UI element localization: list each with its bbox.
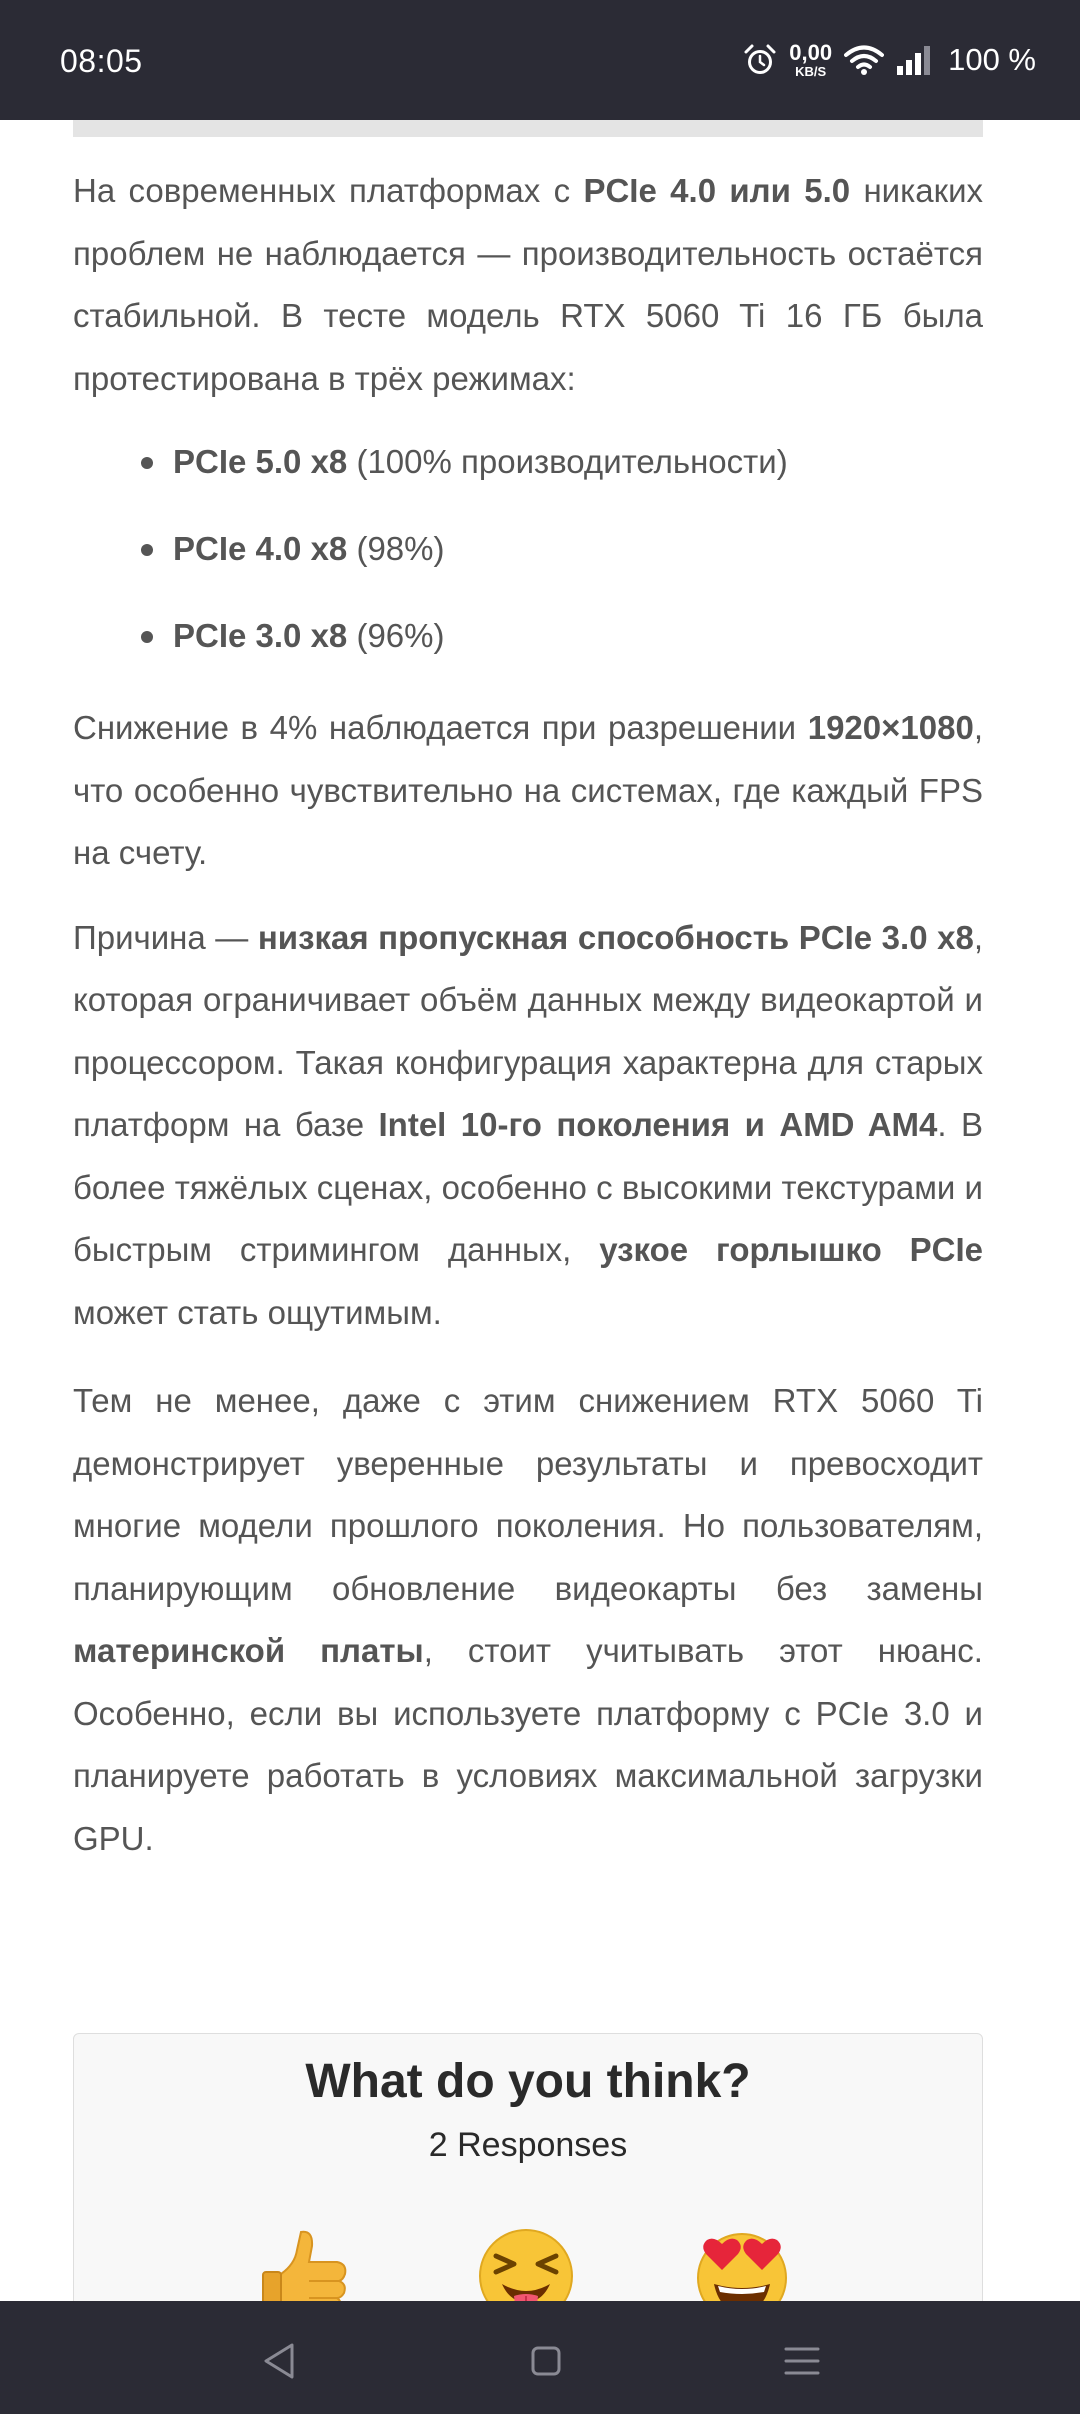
- list-item: PCIe 5.0 x8 (100% производительности): [73, 436, 983, 488]
- list-item: PCIe 3.0 x8 (96%): [73, 610, 983, 662]
- heart-eyes-icon[interactable]: [692, 2226, 792, 2301]
- status-icons: [743, 38, 1036, 82]
- divider: [73, 120, 983, 137]
- page-content[interactable]: [0, 120, 1080, 2301]
- battery-level: 100 %: [948, 42, 1036, 77]
- recents-button[interactable]: [772, 2331, 832, 2391]
- paragraph-resolution: Снижение в 4% наблюдается при разрешении 1920×1080, что особенно чувствительно на системах, где каждый FPS на счету.: [73, 709, 983, 871]
- wifi-icon: [844, 44, 884, 76]
- thumbs-up-icon[interactable]: [257, 2226, 357, 2301]
- net-speed-unit: KB/S: [795, 64, 827, 79]
- navigation-bar: [0, 2301, 1080, 2414]
- list-item: PCIe 4.0 x8 (98%): [73, 523, 983, 575]
- pcie-mode-list: [73, 436, 983, 662]
- reactions-title: What do you think?: [305, 2055, 751, 2108]
- net-speed-value: 0,00: [789, 40, 833, 65]
- paragraph-cause: Причина — низкая пропускная способность PCIe 3.0 x8, которая ограничивает объём данных между видеокартой и процессором. Такая конфигурация характерна для старых платформ на базе Intel 10-го поколения и AMD AM4. В более тяжёлых сценах, особенно с высокими текстурами и быстрым стримингом данных, узкое горлышко PCIe может стать ощутимым.: [73, 918, 984, 1331]
- reactions-widget: [73, 2033, 983, 2301]
- article-body: [73, 160, 983, 1896]
- reactions-count: 2 Responses: [428, 2126, 628, 2164]
- net-speed: [789, 42, 832, 78]
- paragraph-conclusion: Тем не менее, даже с этим снижением RTX 5060 Ti демонстрирует уверенные результаты и превосходит многие модели прошлого поколения. Но пользователям, планирующим обновление видеокарты без замены материнской платы, стоит учитывать этот нюанс. Особенно, если вы используете платформу с PCIe 3.0 и планируете работать в условиях максимальной загрузки GPU.: [73, 1382, 983, 1857]
- squinting-tongue-icon[interactable]: [476, 2226, 576, 2301]
- paragraph-platforms: На современных платформах с PCIe 4.0 или 5.0 никаких проблем не наблюдается — производительность остаётся стабильной. В тесте модель RTX 5060 Ti 16 ГБ была протестирована в трёх режимах:: [73, 172, 984, 397]
- status-time: 08:05: [60, 43, 143, 79]
- status-bar: [0, 0, 1080, 120]
- home-button[interactable]: [516, 2331, 576, 2391]
- back-button[interactable]: [250, 2331, 310, 2391]
- alarm-icon: [743, 43, 777, 77]
- signal-icon: [896, 45, 932, 75]
